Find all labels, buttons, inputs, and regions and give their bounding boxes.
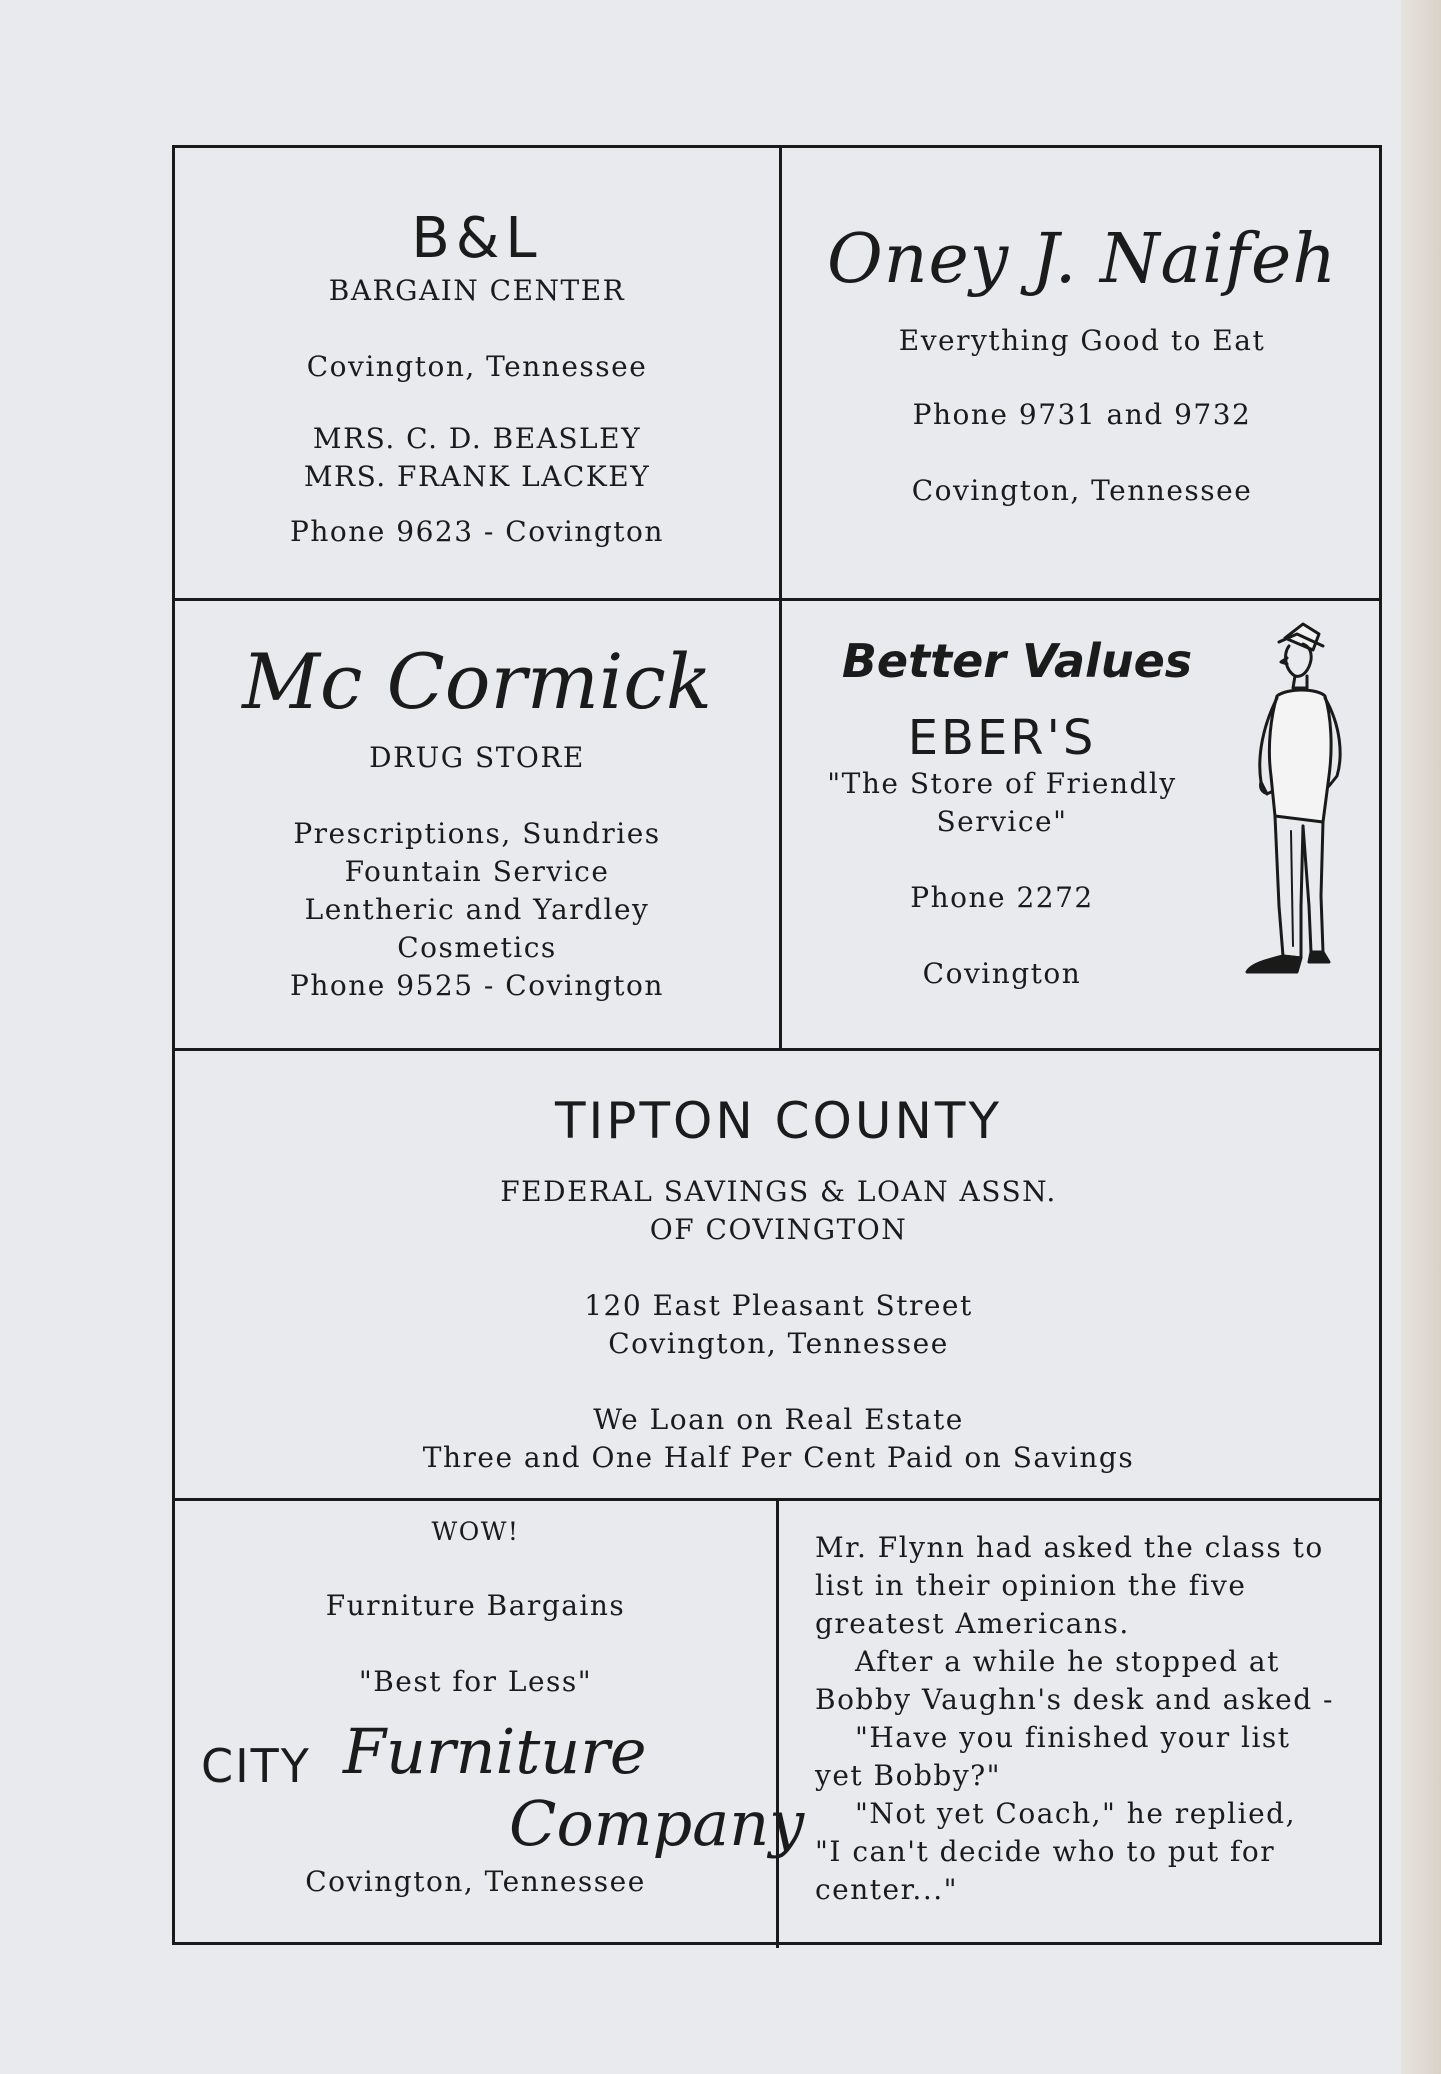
mccormick-ad: [175, 601, 779, 1048]
joke-line: center...": [815, 1873, 958, 1906]
joke-line: Mr. Flynn had asked the class to: [815, 1531, 1324, 1564]
joke-line: "Not yet Coach," he replied,: [855, 1797, 1296, 1830]
city-exclaim: WOW!: [431, 1517, 520, 1546]
city-location: Covington, Tennessee: [305, 1865, 646, 1898]
ebers-brand: EBER'S: [907, 710, 1097, 766]
joke-line: Bobby Vaughn's desk and asked -: [815, 1683, 1334, 1716]
bl-phone: Phone 9623 - Covington: [290, 515, 664, 548]
mccormick-name: DRUG STORE: [369, 741, 585, 774]
ebers-slogan-2: Service": [936, 805, 1068, 838]
naifeh-ad: [782, 148, 1382, 598]
mccormick-line-1: Prescriptions, Sundries: [293, 817, 661, 850]
city-line-1: Furniture Bargains: [325, 1589, 626, 1622]
bl-name: BARGAIN CENTER: [328, 274, 626, 307]
joke-line: greatest Americans.: [815, 1607, 1130, 1640]
mccormick-line-4: Cosmetics: [397, 931, 557, 964]
joke-line: yet Bobby?": [815, 1759, 1002, 1792]
city-brand-city: CITY: [201, 1739, 311, 1793]
bl-owner-1: MRS. C. D. BEASLEY: [312, 422, 642, 455]
joke-box: [779, 1501, 1382, 1948]
ad-grid: [172, 145, 1382, 1945]
man-illustration: [1237, 616, 1367, 996]
city-furniture-ad: [175, 1501, 805, 1948]
page-edge: [1401, 0, 1441, 2074]
naifeh-phone: Phone 9731 and 9732: [912, 398, 1252, 431]
tipton-offer-2: Three and One Half Per Cent Paid on Savings: [422, 1441, 1135, 1474]
ebers-ad: [782, 601, 1382, 1048]
tipton-address-2: Covington, Tennessee: [608, 1327, 949, 1360]
bl-ad: [175, 148, 779, 598]
joke-line: "Have you finished your list: [855, 1721, 1291, 1754]
mccormick-line-2: Fountain Service: [344, 855, 610, 888]
city-brand-furniture: Furniture: [343, 1715, 647, 1788]
tipton-offer-1: We Loan on Real Estate: [593, 1403, 964, 1436]
mccormick-phone: Phone 9525 - Covington: [290, 969, 664, 1002]
ebers-slogan-1: "The Store of Friendly: [827, 767, 1177, 800]
city-brand-company: Company: [509, 1787, 805, 1860]
joke-line: list in their opinion the five: [815, 1569, 1247, 1602]
bl-brand: B&L: [411, 206, 543, 271]
tipton-ad: [175, 1051, 1382, 1498]
naifeh-location: Covington, Tennessee: [911, 474, 1253, 507]
bl-owner-2: MRS. FRANK LACKEY: [303, 460, 651, 493]
naifeh-slogan: Everything Good to Eat: [898, 324, 1266, 357]
joke-line: "I can't decide who to put for: [815, 1835, 1276, 1868]
naifeh-brand: Oney J. Naifeh: [826, 220, 1338, 299]
tipton-brand: TIPTON COUNTY: [555, 1092, 1002, 1150]
city-slogan: "Best for Less": [358, 1665, 593, 1698]
tipton-name-2: OF COVINGTON: [649, 1213, 908, 1246]
ebers-location: Covington: [922, 957, 1082, 990]
mccormick-brand: Mc Cormick: [242, 637, 712, 726]
tipton-address-1: 120 East Pleasant Street: [584, 1289, 973, 1322]
tipton-name-1: FEDERAL SAVINGS & LOAN ASSN.: [500, 1175, 1057, 1208]
joke-line: After a while he stopped at: [855, 1645, 1280, 1678]
bl-location: Covington, Tennessee: [306, 350, 648, 383]
ebers-headline: Better Values: [841, 634, 1193, 688]
mccormick-line-3: Lentheric and Yardley: [304, 893, 650, 926]
ebers-phone: Phone 2272: [910, 881, 1094, 914]
